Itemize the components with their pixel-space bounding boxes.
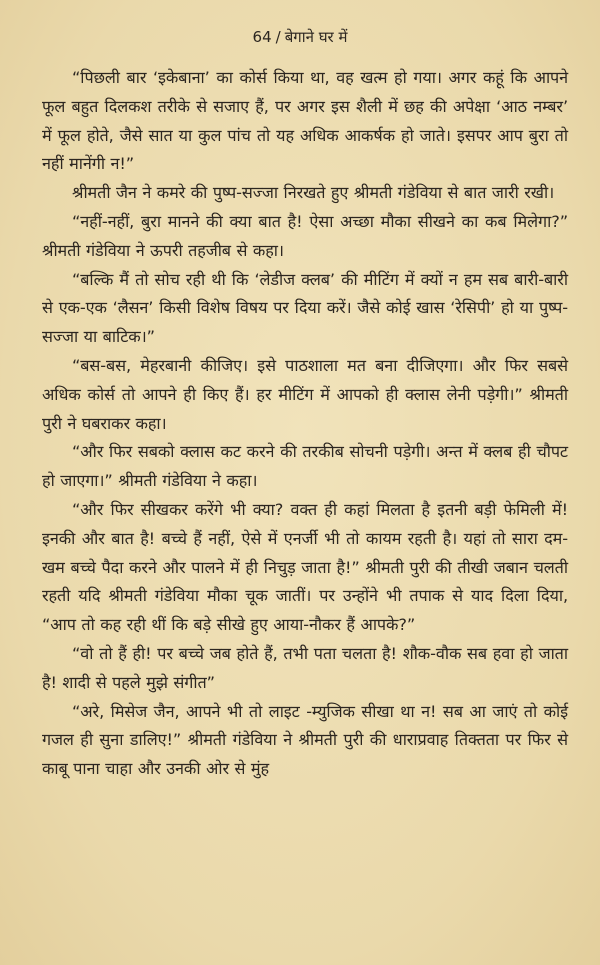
paragraph: श्रीमती जैन ने कमरे की पुष्प-सज्जा निरखते हुए श्रीमती गंडेविया से बात जारी रखी। <box>72 183 555 203</box>
paragraph: “बल्कि मैं तो सोच रही थी कि ‘लेडीज क्लब’ की मीटिंग में क्यों न हम सब बारी-बारी से एक-एक ‘लैसन’ किसी विशेष विषय पर दिया करें। जैसे कोई खास ‘रेसिपी’ हो या पुष्प-सज्जा या बाटिक।” <box>42 269 568 347</box>
page-header <box>32 26 568 48</box>
paragraph: “अरे, मिसेज जैन, आपने भी तो लाइट -म्युजिक सीखा था न! सब आ जाएं तो कोई गजल ही सुना डालिए!” श्रीमती गंडेविया ने श्रीमती पुरी की धाराप्रवाह तिक्तता पर फिर से काबू पाना चाहा और उनकी ओर से मुंह <box>42 701 568 779</box>
page-number: 64 <box>252 28 272 46</box>
paragraph: “और फिर सबको क्लास कट करने की तरकीब सोचनी पड़ेगी। अन्त में क्लब ही चौपट हो जाएगा।” श्रीमती गंडेविया ने कहा। <box>42 442 568 491</box>
paragraph: “वो तो हैं ही! पर बच्चे जब होते हैं, तभी पता चलता है! शौक-वौक सब हवा हो जाता है! शादी से पहले मुझे संगीत” <box>42 643 568 692</box>
body-text <box>42 64 568 784</box>
paragraph: “पिछली बार ‘इकेबाना’ का कोर्स किया था, वह खत्म हो गया। अगर कहूं कि आपने फूल बहुत दिलकश तरीके से सजाए हैं, पर अगर इस शैली में छह की अपेक्षा ‘आठ नम्बर’ में फूल होते, जैसे सात या कुल पांच तो यह अधिक आकर्षक हो जाते। इसपर आप बुरा तो नहीं मानेंगी न!” <box>42 68 568 174</box>
book-title: बेगाने घर में <box>284 28 348 46</box>
paragraph: “और फिर सीखकर करेंगे भी क्या? वक्त ही कहां मिलता है इतनी बड़ी फेमिली में! इनकी और बात है! बच्चे हैं नहीं, ऐसे में एनर्जी भी तो कायम रहती है। यहां तो सारा दम-खम बच्चे पैदा करने और पालने में ही निचुड़ जाता है!” श्रीमती पुरी की तीखी जबान चलती रहती यदि श्रीमती गंडेविया मौका चूक जातीं। पर उन्होंने भी तपाक से याद दिला दिया, “आप तो कह रही थीं कि बड़े सीखे हुए आया-नौकर हैं आपके?” <box>42 499 568 635</box>
paragraph: “नहीं-नहीं, बुरा मानने की क्या बात है! ऐसा अच्छा मौका सीखने का कब मिलेगा?” श्रीमती गंडेविया ने ऊपरी तहजीब से कहा। <box>42 211 568 260</box>
header-separator: / <box>275 28 281 46</box>
paragraph: “बस-बस, मेहरबानी कीजिए। इसे पाठशाला मत बना दीजिएगा। और फिर सबसे अधिक कोर्स तो आपने ही किए हैं। हर मीटिंग में आपको ही क्लास लेनी पड़ेगी।” श्रीमती पुरी ने घबराकर कहा। <box>42 355 568 433</box>
